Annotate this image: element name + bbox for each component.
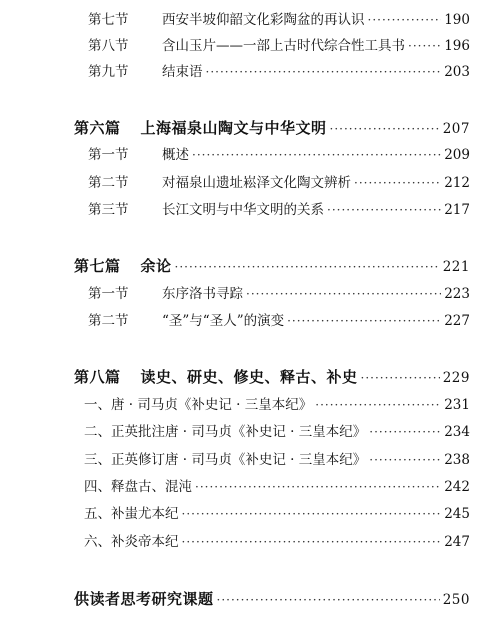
toc-entry-title: 西安半坡仰韶文化彩陶盆的再认识	[162, 12, 365, 28]
toc-section-entry	[84, 532, 470, 552]
toc-section-entry	[88, 62, 470, 82]
dot-leader	[330, 118, 440, 139]
toc-section-entry	[88, 36, 470, 56]
toc-entry-number: 第一节	[88, 147, 129, 163]
toc-page-number: 242	[444, 479, 470, 495]
toc-entry-number: 第八篇	[74, 368, 121, 386]
toc-page-number: 234	[444, 424, 470, 440]
toc-entry-number: 第一节	[88, 286, 129, 302]
toc-page-number: 209	[444, 147, 470, 163]
dot-leader	[195, 477, 441, 497]
toc-section-entry	[88, 173, 470, 193]
toc-entry-title: 含山玉片——一部上古时代综合性工具书	[162, 38, 405, 54]
dot-leader	[327, 200, 441, 220]
dot-leader	[368, 10, 442, 30]
toc-entry-title: 六、补炎帝本纪	[84, 534, 179, 550]
toc-section-entry	[88, 284, 470, 304]
toc-section-entry	[84, 504, 470, 524]
toc-section-entry	[84, 477, 470, 497]
dot-leader	[175, 256, 440, 277]
toc-entry-number: 第三节	[88, 202, 129, 218]
toc-section-entry	[84, 450, 470, 470]
toc-page-number: 203	[444, 64, 470, 80]
toc-entry-title: 长江文明与中华文明的关系	[162, 202, 324, 218]
toc-entry-title: 概述	[162, 147, 189, 163]
toc-entry-title: 二、正英批注唐 · 司马贞《补史记 · 三皇本纪》	[84, 424, 367, 440]
toc-entry-title: 读史、研史、修史、释古、补史	[140, 368, 358, 386]
toc-page-number: 221	[442, 259, 470, 275]
dot-leader	[361, 367, 440, 388]
dot-leader	[182, 504, 442, 524]
dot-leader	[408, 36, 441, 56]
toc-page-number: 190	[444, 12, 470, 28]
toc-entry-title: 五、补蚩尤本纪	[84, 506, 179, 522]
toc-part-entry	[74, 117, 470, 139]
toc-entry-number: 第六篇	[74, 119, 121, 137]
dot-leader	[217, 589, 440, 610]
toc-page-number: 245	[444, 506, 470, 522]
toc-page-number: 231	[444, 397, 470, 413]
toc-part-entry	[74, 588, 470, 610]
toc-page-number: 227	[444, 313, 470, 329]
toc-entry-title: 上海福泉山陶文与中华文明	[140, 119, 327, 137]
dot-leader	[369, 450, 441, 470]
toc-section-entry	[88, 145, 470, 165]
dot-leader	[287, 311, 441, 331]
toc-entry-number: 第七篇	[74, 257, 121, 275]
toc-entry-number: 第九节	[88, 64, 129, 80]
toc-section-entry	[84, 395, 470, 415]
dot-leader	[369, 422, 441, 442]
dot-leader	[315, 395, 441, 415]
toc-section-entry	[88, 311, 470, 331]
toc-section-entry	[88, 200, 470, 220]
toc-entry-title: 四、释盘古、混沌	[84, 479, 192, 495]
toc-entry-title: 东序洛书寻踪	[162, 286, 243, 302]
toc-page-number: 250	[442, 592, 470, 608]
toc-entry-title: 三、正英修订唐 · 司马贞《补史记 · 三皇本纪》	[84, 452, 367, 468]
toc-entry-title: 一、唐 · 司马贞《补史记 · 三皇本纪》	[84, 397, 313, 413]
toc-part-entry	[74, 366, 470, 388]
toc-page-number: 217	[444, 202, 470, 218]
toc-page-number: 247	[444, 534, 470, 550]
toc-page-number: 196	[444, 38, 470, 54]
toc-page-number: 207	[442, 121, 470, 137]
toc-page-number: 229	[442, 370, 470, 386]
toc-entry-title: 结束语	[162, 64, 203, 80]
toc-part-entry	[74, 255, 470, 277]
toc-entry-number: 第七节	[88, 12, 129, 28]
dot-leader	[206, 62, 442, 82]
toc-section-entry	[84, 422, 470, 442]
dot-leader	[192, 145, 441, 165]
dot-leader	[246, 284, 441, 304]
dot-leader	[354, 173, 441, 193]
toc-entry-title: 供读者思考研究课题	[74, 590, 214, 608]
dot-leader	[182, 532, 442, 552]
toc-entry-number: 第二节	[88, 175, 129, 191]
toc-entry-number: 第二节	[88, 313, 129, 329]
toc-entry-title: 对福泉山遗址崧泽文化陶文辨析	[162, 175, 351, 191]
toc-page-number: 238	[444, 452, 470, 468]
toc-page-number: 212	[444, 175, 470, 191]
toc-entry-title: “圣”与“圣人”的演变	[162, 313, 285, 329]
toc-page-number: 223	[444, 286, 470, 302]
toc-entry-title: 余论	[140, 257, 172, 275]
toc-entry-number: 第八节	[88, 38, 129, 54]
toc-section-entry	[88, 10, 470, 30]
